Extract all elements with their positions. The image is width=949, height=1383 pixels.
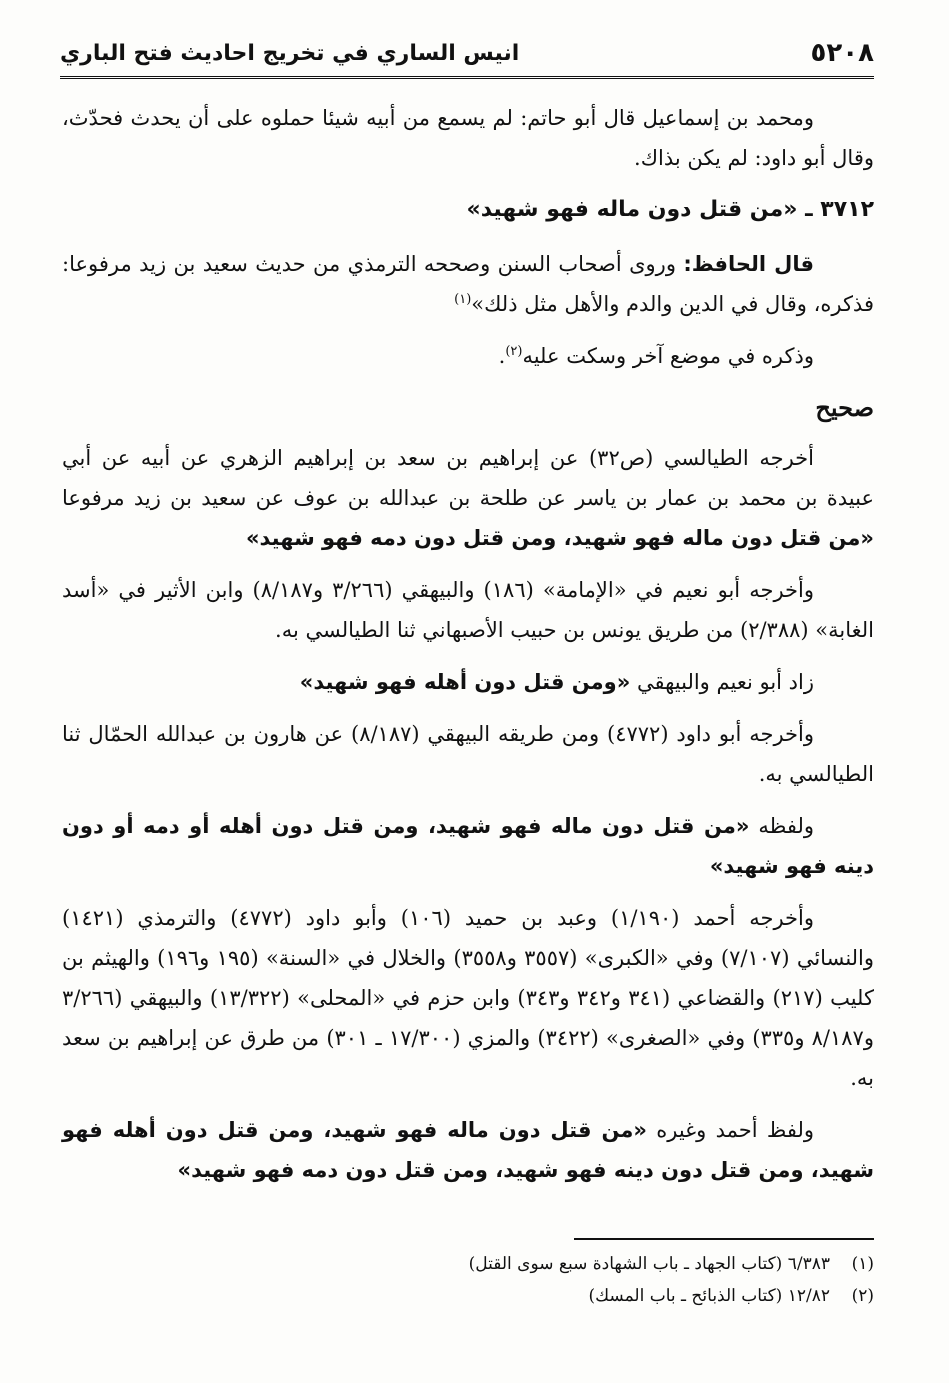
ahmad-wording-text: ولفظ أحمد وغيره bbox=[646, 1118, 814, 1142]
paragraph-tayalisi bbox=[62, 438, 874, 558]
paragraph-ahmad: وأخرجه أحمد (١/١٩٠) وعبد بن حميد (١٠٦) وأبو داود (٤٧٧٢) والترمذي (١٤٢١) والنسائي (٧/١٠٧) وفي «الكبرى» (٣٥٥٧ و٣٥٥٨) والخلال في «السنة» (١٩٥ و١٩٦) والهيثم بن كليب (٢١٧) والقضاعي (٣٤١ و٣٤٢ و٣٤٣) وابن حزم في «المحلى» (١٣/٣٢٢) والبيهقي (٣/٢٦٦ و٨/١٨٧ و٣٣٥) وفي «الصغرى» (٣٤٢٢) والمزي (١٧/٣٠٠ ـ ٣٠١) من طرق عن إبراهيم بن سعد به. bbox=[62, 906, 875, 1090]
running-header bbox=[60, 30, 874, 79]
page-number: ٥٢٠٨ bbox=[810, 38, 874, 68]
book-title: انيس الساري في تخريج احاديث فتح الباري bbox=[60, 40, 520, 66]
paragraph-abu-dawud: وأخرجه أبو داود (٤٧٧٢) ومن طريقه البيهقي (٨/١٨٧) عن هارون بن عبدالله الحمّال ثنا الطيالسي به. bbox=[62, 722, 874, 786]
grade-heading: صحيح bbox=[815, 393, 874, 422]
footnote-item bbox=[62, 1280, 874, 1312]
footnote-ref-1[interactable]: (١) bbox=[454, 292, 472, 307]
wording-text: ولفظه bbox=[749, 814, 814, 838]
paragraph-ahmad-wording bbox=[62, 1110, 874, 1190]
ahmad-wording-hadith: «من قتل دون ماله فهو شهيد، ومن قتل دون أهله فهو شهيد، ومن قتل دون دينه فهو شهيد، ومن قتل دون دمه فهو شهيد» bbox=[62, 1118, 874, 1182]
hafiz-label: قال الحافظ: bbox=[683, 252, 814, 276]
paragraph-wording bbox=[62, 806, 874, 886]
footnote-divider bbox=[574, 1238, 874, 1240]
addition-hadith: «ومن قتل دون أهله فهو شهيد» bbox=[299, 670, 631, 694]
hafiz-text: وروى أصحاب السنن وصححه الترمذي من حديث سعيد بن زيد مرفوعا: فذكره، وقال في الدين والدم والأهل مثل ذلك» bbox=[62, 252, 874, 316]
mention-end: . bbox=[498, 344, 506, 368]
main-text bbox=[62, 98, 874, 1202]
paragraph-addition bbox=[62, 662, 874, 702]
hadith-heading: ٣٧١٢ ـ «من قتل دون ماله فهو شهيد» bbox=[466, 197, 874, 222]
mention-text: وذكره في موضع آخر وسكت عليه bbox=[522, 344, 814, 368]
paragraph-hafiz bbox=[62, 244, 874, 324]
footnote-ref-2[interactable]: (٢) bbox=[505, 344, 523, 359]
footnote-text: ١٢/٨٢ (كتاب الذبائح ـ باب المسك) bbox=[588, 1286, 830, 1306]
footnotes bbox=[62, 1248, 874, 1312]
paragraph-narrator-note: ومحمد بن إسماعيل قال أبو حاتم: لم يسمع من أبيه شيئا حملوه على أن يحدث فحدّث، وقال أبو داود: لم يكن بذاك. bbox=[62, 106, 874, 170]
footnote-number: (٢) bbox=[851, 1286, 874, 1306]
tayalisi-text: أخرجه الطيالسي (ص٣٢) عن إبراهيم بن سعد بن إبراهيم الزهري عن أبيه عن أبي عبيدة بن محمد بن عمار بن ياسر عن طلحة بن عبدالله بن عوف عن سعيد بن زيد مرفوعا bbox=[62, 446, 874, 510]
addition-text: زاد أبو نعيم والبيهقي bbox=[630, 670, 814, 694]
footnote-text: ٦/٣٨٣ (كتاب الجهاد ـ باب الشهادة سبع سوى القتل) bbox=[468, 1254, 830, 1274]
paragraph-abu-nuaym: وأخرجه أبو نعيم في «الإمامة» (١٨٦) والبيهقي (٣/٢٦٦ و٨/١٨٧) وابن الأثير في «أسد الغابة» (٢/٣٨٨) من طريق يونس بن حبيب الأصبهاني ثنا الطيالسي به. bbox=[62, 578, 874, 642]
paragraph-mention bbox=[62, 336, 874, 376]
wording-hadith: «من قتل دون ماله فهو شهيد، ومن قتل دون أهله أو دمه أو دون دينه فهو شهيد» bbox=[62, 814, 874, 878]
footnote-number: (١) bbox=[851, 1254, 874, 1274]
tayalisi-hadith: «من قتل دون ماله فهو شهيد، ومن قتل دون دمه فهو شهيد» bbox=[245, 526, 874, 550]
footnote-item bbox=[62, 1248, 874, 1280]
